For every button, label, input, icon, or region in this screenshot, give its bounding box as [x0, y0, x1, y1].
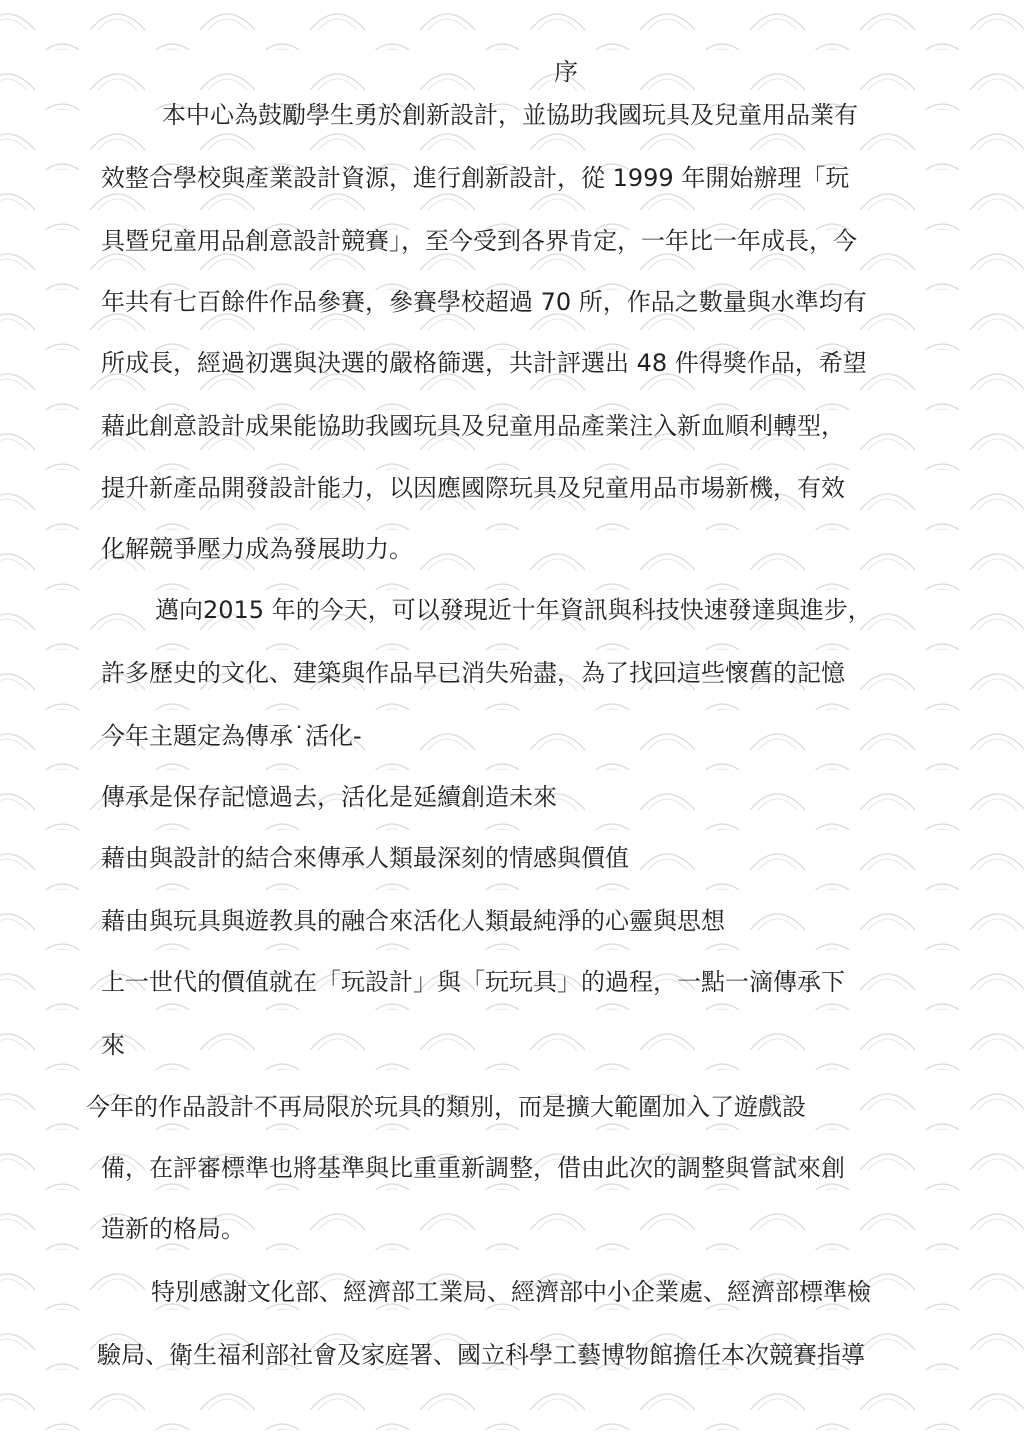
paragraph-line: 特別感謝文化部、經濟部工業局、經濟部中小企業處、經濟部標準檢 — [151, 1278, 871, 1306]
paragraph-line: 許多歷史的文化、建築與作品早已消失殆盡，為了找回這些懷舊的記憶 — [101, 659, 845, 687]
paragraph-line: 藉由與玩具與遊教具的融合來活化人類最純淨的心靈與思想 — [101, 907, 725, 935]
paragraph-line: 今年的作品設計不再局限於玩具的類別，而是擴大範圍加入了遊戲設 — [86, 1093, 806, 1121]
paragraph-line: 年共有七百餘件作品參賽，參賽學校超過 70 所，作品之數量與水準均有 — [101, 288, 867, 316]
paragraph-line: 藉此創意設計成果能協助我國玩具及兒童用品產業注入新血順利轉型， — [101, 412, 845, 440]
paragraph-line: 傳承是保存記憶過去，活化是延續創造未來 — [101, 783, 557, 811]
paragraph-line: 來 — [101, 1031, 125, 1059]
paragraph-line: 今年主題定為傳承˙活化- — [101, 722, 362, 750]
paragraph-line: 邁向2015 年的今天，可以發現近十年資訊與科技快速發達與進步， — [155, 596, 872, 624]
paragraph-line: 造新的格局。 — [101, 1215, 245, 1243]
paragraph-line: 所成長，經過初選與決選的嚴格篩選，共計評選出 48 件得獎作品，希望 — [101, 349, 867, 377]
page-title: 序 — [554, 58, 578, 86]
paragraph-line: 具暨兒童用品創意設計競賽」，至今受到各界肯定，一年比一年成長，今 — [101, 227, 857, 255]
paragraph-line: 化解競爭壓力成為發展助力。 — [101, 535, 413, 563]
paragraph-line: 效整合學校與產業設計資源，進行創新設計，從 1999 年開始辦理「玩 — [101, 164, 850, 192]
paragraph-line: 本中心為鼓勵學生勇於創新設計，並協助我國玩具及兒童用品業有 — [162, 101, 858, 129]
paragraph-line: 提升新產品開發設計能力，以因應國際玩具及兒童用品市場新機，有效 — [101, 474, 845, 502]
paragraph-line: 藉由與設計的結合來傳承人類最深刻的情感與價值 — [101, 844, 629, 872]
paragraph-line: 驗局、衛生福利部社會及家庭署、國立科學工藝博物館擔任本次競賽指導 — [97, 1341, 865, 1369]
paragraph-line: 上一世代的價值就在「玩設計」與「玩玩具」的過程，一點一滴傳承下 — [101, 968, 845, 996]
paragraph-line: 備，在評審標準也將基準與比重重新調整，借由此次的調整與嘗試來創 — [101, 1154, 845, 1182]
